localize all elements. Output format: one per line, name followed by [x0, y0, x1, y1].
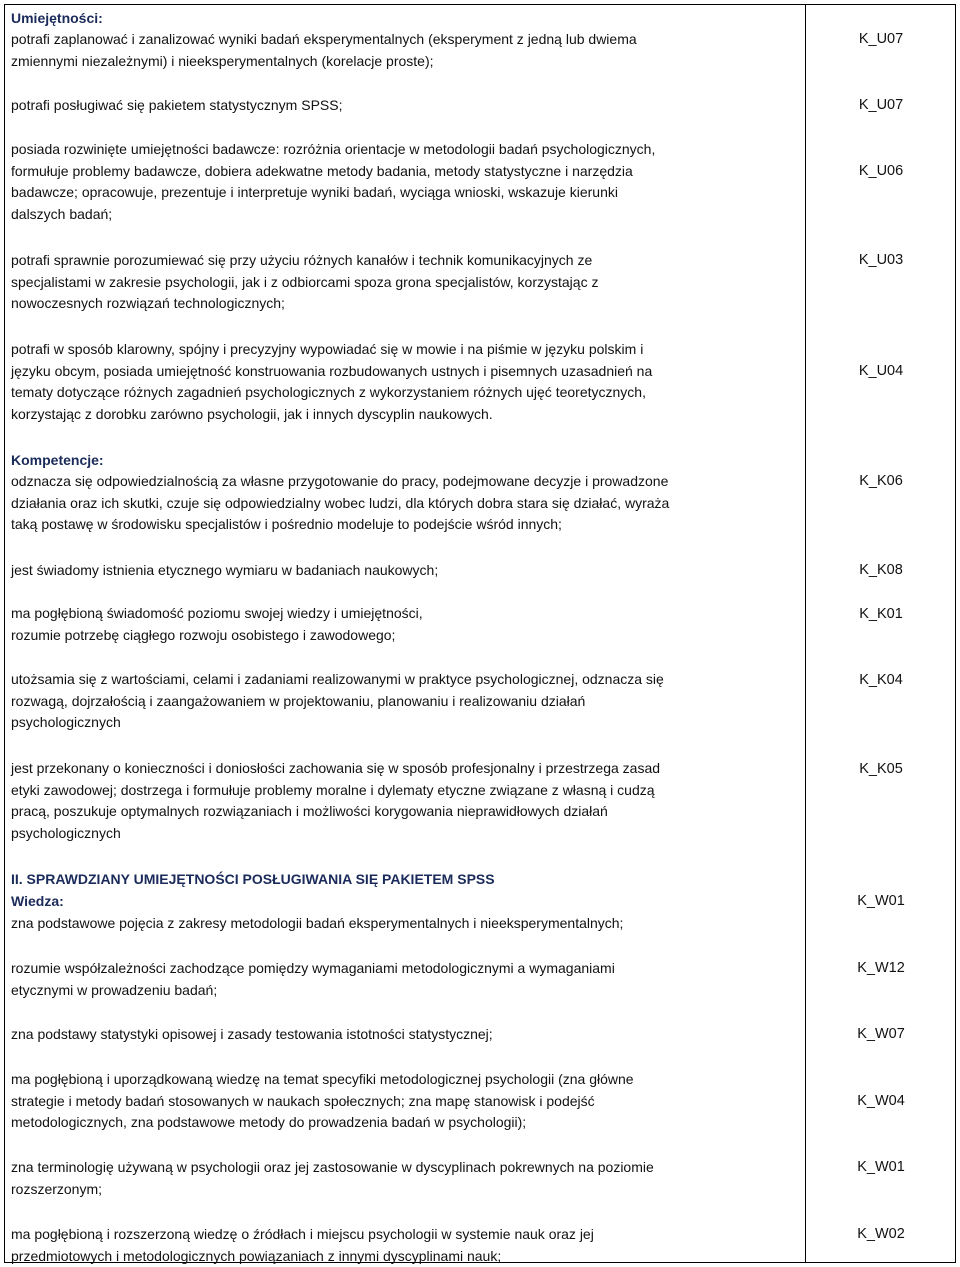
section-heading-umiejetnosci: Umiejętności:	[11, 10, 103, 26]
list-item	[11, 95, 801, 117]
text-line: jest przekonany o konieczności i doniosłości zachowania się w sposób profesjonalny i przestrzega zasad	[11, 760, 661, 776]
text-line: psychologicznych	[11, 825, 121, 842]
text-line: dalszych badań;	[11, 206, 113, 223]
outcome-code: K_W02	[857, 1226, 905, 1242]
text-line: przedmiotowych i metodologicznych powiązaniach z innymi dyscyplinami nauk;	[11, 1247, 502, 1264]
section-heading-kompetencje: Kompetencje:	[11, 452, 104, 468]
text-line: rozumie współzależności zachodzące pomiędzy wymaganiami metodologicznymi a wymaganiami	[11, 960, 615, 976]
text-line: metodologicznych, zna podstawowe metody do prowadzenia badań w psychologii);	[11, 1114, 527, 1131]
text-line: działania oraz ich skutki, czuje się odpowiedzialny wobec ludzi, dla których dobra stara się działać, wyraża	[11, 494, 670, 511]
text-line: pracą, poszukuje optymalnych rozwiązaniach i możliwości korygowania nieprawidłowych działań	[11, 803, 608, 820]
outcome-code: K_W01	[857, 893, 905, 909]
text-line: strategie i metody badań stosowanych w naukach społecznych; zna mapę stanowisk i podejść	[11, 1092, 595, 1109]
text-line: badawcze; opracowuje, prezentuje i interpretuje wyniki badań, wyciąga wnioski, wskazuje kierunki	[11, 184, 618, 201]
text-line: ma pogłębioną i rozszerzoną wiedzę o źródłach i miejscu psychologii w systemie nauk oraz jej	[11, 1226, 594, 1242]
section-heading-wiedza: Wiedza:	[11, 893, 64, 909]
text-line: psychologicznych	[11, 714, 121, 731]
outcome-code: K_K05	[859, 761, 903, 777]
list-item	[11, 29, 801, 72]
text-line: taką postawę w środowisku specjalistów i pośrednio modeluje to podejście wśród innych;	[11, 516, 562, 533]
list-item	[11, 139, 801, 226]
text-line: posiada rozwinięte umiejętności badawcze: rozróżnia orientacje w metodologii badań psychologicznych,	[11, 141, 656, 157]
list-item	[11, 1069, 801, 1134]
text-line: potrafi zaplanować i zanalizować wyniki badań eksperymentalnych (eksperyment z jedną lub dwiema	[11, 31, 637, 47]
text-line: zmiennymi niezależnymi) i nieeksperymentalnych (korelacje proste);	[11, 52, 434, 69]
text-line: ma pogłębioną i uporządkowaną wiedzę na temat specyfiki metodologicznej psychologii (zna główne	[11, 1071, 634, 1087]
outcome-code: K_K01	[859, 606, 903, 622]
text-line: formułuje problemy badawcze, dobiera adekwatne metody badania, metody statystyczne i narzędzia	[11, 162, 633, 179]
text-line: nowoczesnych rozwiązań technologicznych;	[11, 295, 285, 312]
outcome-code: K_W12	[857, 960, 905, 976]
outcome-code: K_W01	[857, 1159, 905, 1175]
text-line: odznacza się odpowiedzialnością za własne przygotowanie do pracy, podejmowane decyzje i prowadzone	[11, 473, 669, 489]
list-item	[11, 560, 801, 582]
text-line: zna terminologię używaną w psychologii oraz jej zastosowanie w dyscyplinach pokrewnych na poziomie	[11, 1159, 654, 1175]
list-item	[11, 1224, 801, 1267]
text-line: utożsamia się z wartościami, celami i zadaniami realizowanymi w praktyce psychologicznej, odznacza się	[11, 671, 664, 687]
list-item	[11, 1024, 801, 1046]
text-line: specjalistami w zakresie psychologii, jak i z odbiorcami spoza grona specjalistów, korzystając z	[11, 273, 599, 290]
list-item	[11, 958, 801, 1001]
text-line: rozumie potrzebę ciągłego rozwoju osobistego i zawodowego;	[11, 626, 396, 643]
list-item	[11, 603, 801, 646]
text-line: jest świadomy istnienia etycznego wymiaru w badaniach naukowych;	[11, 562, 439, 578]
list-item	[11, 471, 801, 536]
list-item	[11, 1157, 801, 1200]
text-line: ma pogłębioną świadomość poziomu swojej wiedzy i umiejętności,	[11, 605, 423, 621]
text-line: tematy dotyczące różnych zagadnień psychologicznych z wykorzystaniem różnych ujęć teoretycznych,	[11, 384, 646, 401]
section-title: II. SPRAWDZIANY UMIEJĘTNOŚCI POSŁUGIWANIA SIĘ PAKIETEM SPSS	[11, 871, 495, 887]
outcome-code: K_W04	[857, 1093, 905, 1109]
text-line: etyki zawodowej; dostrzega i formułuje problemy moralne i dylematy etyczne związane z własną i cudzą	[11, 781, 655, 798]
outcome-code: K_W07	[857, 1026, 905, 1042]
list-item	[11, 339, 801, 426]
list-item	[11, 669, 801, 734]
list-item	[11, 913, 801, 935]
column-divider	[805, 5, 806, 1262]
text-line: języku obcym, posiada umiejętność konstruowania rozbudowanych ustnych i pisemnych uzasadnień na	[11, 362, 653, 379]
list-item	[11, 758, 801, 845]
outcome-code: K_K08	[859, 562, 903, 578]
text-line: rozwagą, dojrzałością i zaangażowaniem w projektowaniu, planowaniu i realizowaniu działań	[11, 692, 586, 709]
outcome-code: K_K06	[859, 473, 903, 489]
text-line: zna podstawy statystyki opisowej i zasady testowania istotności statystycznej;	[11, 1026, 493, 1042]
outcome-code: K_U04	[858, 363, 904, 379]
outcome-code: K_U03	[858, 252, 904, 268]
document-table	[4, 4, 956, 1263]
text-line: korzystając z dorobku zarówno psychologii, jak i innych dyscyplin naukowych.	[11, 406, 493, 423]
outcome-code: K_K04	[859, 672, 903, 688]
outcome-code: K_U07	[858, 31, 904, 47]
text-line: potrafi sprawnie porozumiewać się przy użyciu różnych kanałów i technik komunikacyjnych ze	[11, 252, 593, 268]
outcome-code: K_U06	[858, 163, 904, 179]
text-line: etycznymi w prowadzeniu badań;	[11, 981, 218, 998]
text-line: potrafi posługiwać się pakietem statystycznym SPSS;	[11, 97, 343, 113]
text-line: rozszerzonym;	[11, 1180, 103, 1197]
outcome-code: K_U07	[858, 97, 904, 113]
text-line: potrafi w sposób klarowny, spójny i precyzyjny wypowiadać się w mowie i na piśmie w języku polskim i	[11, 341, 644, 357]
list-item	[11, 250, 801, 315]
text-line: zna podstawowe pojęcia z zakresy metodologii badań eksperymentalnych i nieeksperymentalnych;	[11, 915, 624, 931]
